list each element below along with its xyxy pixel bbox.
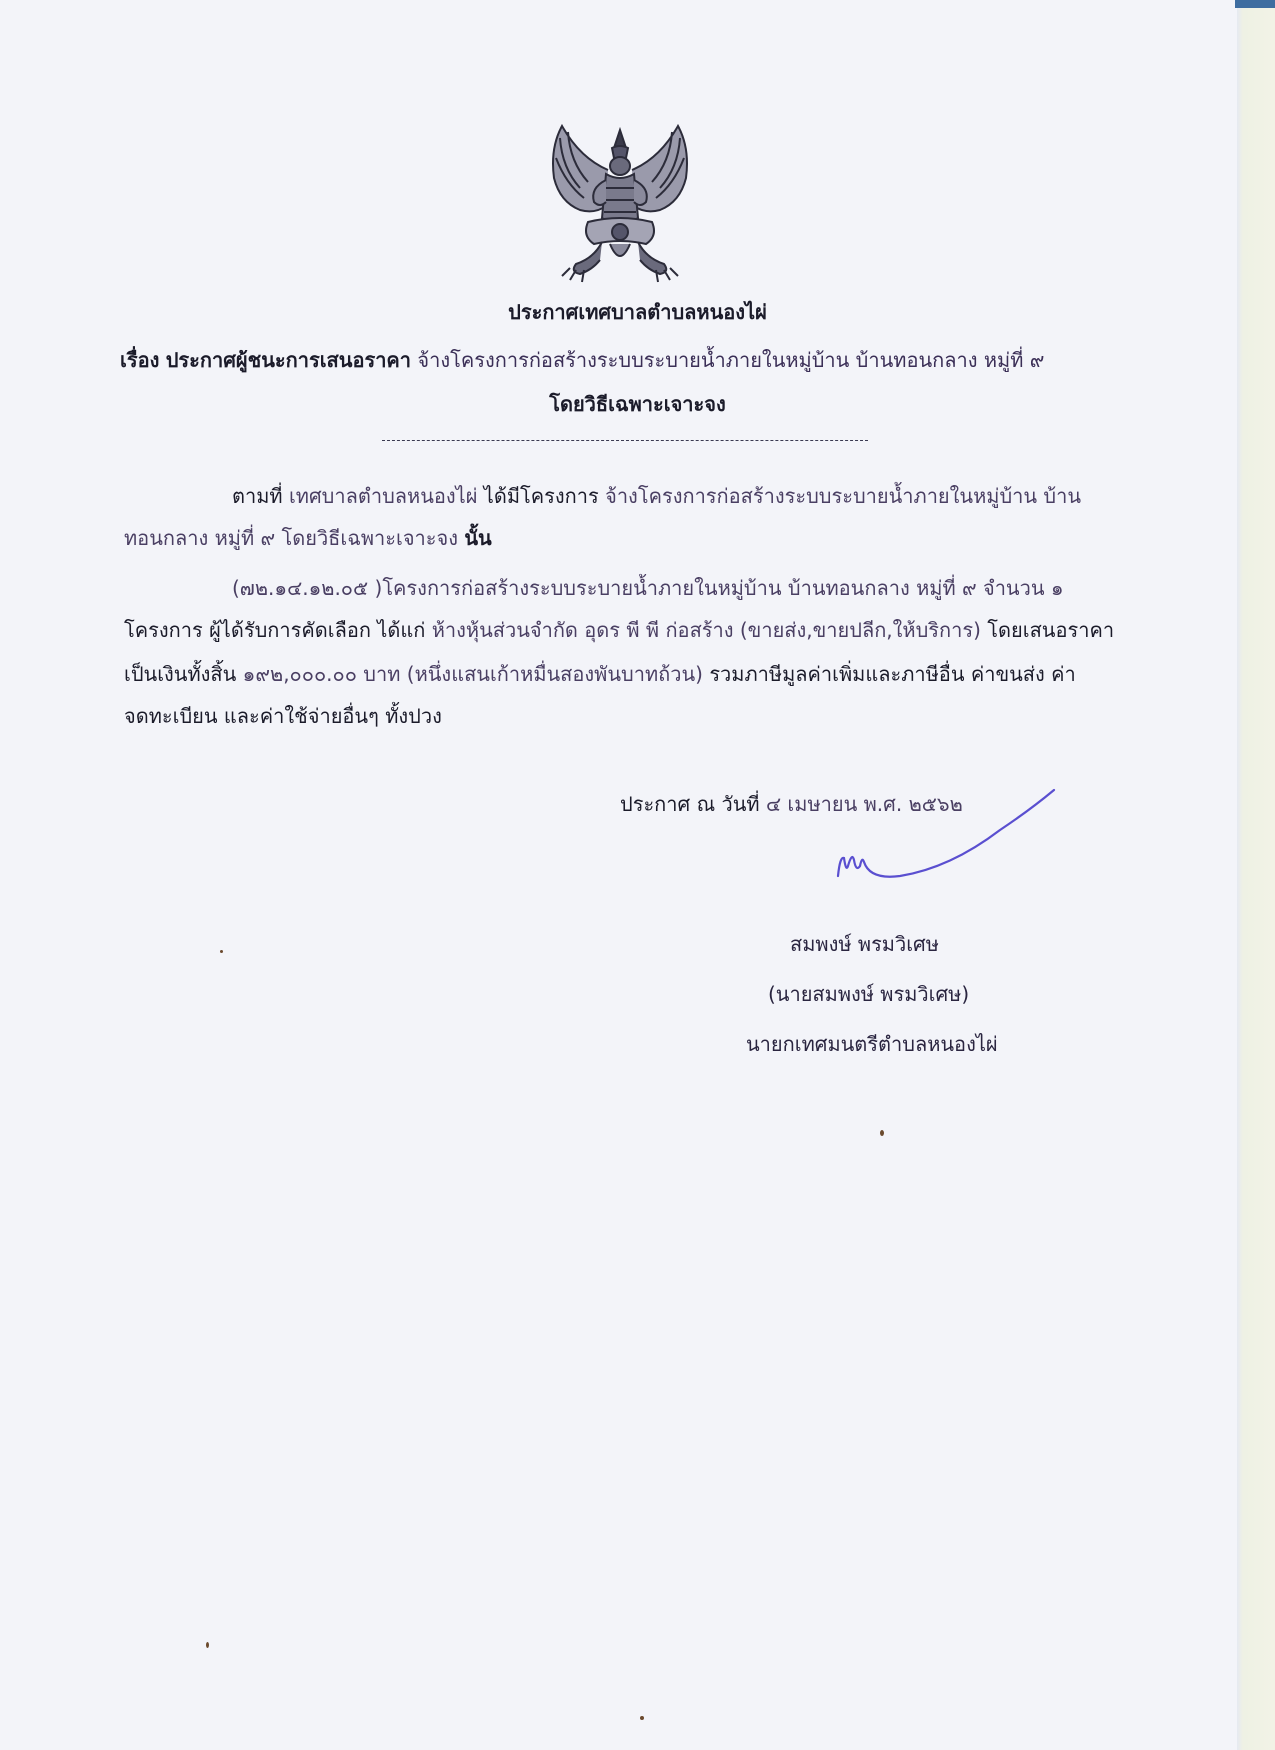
para1-line2-end: นั้น: [464, 526, 492, 550]
signer-position: นายกเทศมนตรีตำบลหนองไผ่: [746, 1032, 998, 1056]
paper-edge: [1237, 0, 1275, 1750]
para2-line2-a: โครงการ: [124, 618, 203, 642]
para2-line3-b: ๑๙๒,๐๐๐.๐๐ บาท (หนึ่งแสนเก้าหมื่นสองพันบาทถ้วน): [242, 662, 703, 686]
para2-line2: [124, 614, 1114, 646]
para2-line3: [124, 658, 1076, 690]
para2-line1: (๗๒.๑๔.๑๒.๐๕ )โครงการก่อสร้างระบบระบายน้ำภายในหมู่บ้าน บ้านทอนกลาง หมู่ที่ ๙ จำนวน ๑: [232, 576, 1064, 600]
para1-org: เทศบาลตำบลหนองไผ่: [288, 484, 478, 508]
para2-line4: จดทะเบียน และค่าใช้จ่ายอื่นๆ ทั้งปวง: [124, 704, 442, 728]
para1-mid: ได้มีโครงการ: [483, 484, 599, 508]
paper-speck: [880, 1130, 884, 1136]
handwritten-signature: [830, 780, 1060, 890]
para2-line3-c: รวมภาษีมูลค่าเพิ่มและภาษีอื่น ค่าขนส่ง ค่า: [709, 662, 1076, 686]
announcement-date-value: ๔ เมษายน พ.ศ. ๒๕๖๒: [765, 792, 963, 816]
para1-rest: จ้างโครงการก่อสร้างระบบระบายน้ำภายในหมู่บ้าน บ้าน: [605, 484, 1081, 508]
signer-name: สมพงษ์ พรมวิเศษ: [790, 932, 939, 956]
para1-line2-text: ทอนกลาง หมู่ที่ ๙ โดยวิธีเฉพาะเจาะจง: [124, 526, 459, 550]
subject-method: โดยวิธีเฉพาะเจาะจง: [549, 392, 726, 416]
para2-line2-d: โดยเสนอราคา: [987, 618, 1115, 642]
subject-heading: ประกาศผู้ชนะการเสนอราคา: [165, 348, 412, 372]
para1-line1: [232, 480, 1081, 512]
paper-edge-top: [1235, 0, 1275, 8]
paper-speck: [220, 950, 223, 953]
para2-line2-c: ห้างหุ้นส่วนจำกัด อุดร พี พี ก่อสร้าง (ขายส่ง,ขายปลีก,ให้บริการ): [431, 618, 981, 642]
para1-line2: [124, 522, 492, 554]
subject-description: จ้างโครงการก่อสร้างระบบระบายน้ำภายในหมู่บ้าน บ้านทอนกลาง หมู่ที่ ๙: [417, 348, 1045, 372]
subject-line: [120, 344, 1130, 376]
dashed-divider: [382, 440, 868, 441]
garuda-emblem-icon: [540, 118, 700, 288]
para1-lead: ตามที่: [232, 484, 283, 508]
paper-speck: [206, 1642, 209, 1648]
announcement-label: ประกาศ ณ วันที่: [620, 792, 760, 816]
signer-fullname: (นายสมพงษ์ พรมวิเศษ): [768, 982, 970, 1006]
document-title: ประกาศเทศบาลตำบลหนองไผ่: [508, 300, 767, 324]
subject-label: เรื่อง: [120, 348, 160, 372]
para2-line3-a: เป็นเงินทั้งสิ้น: [124, 662, 237, 686]
para2-line2-b: ผู้ได้รับการคัดเลือก ได้แก่: [209, 618, 426, 642]
paper-speck: [640, 1716, 644, 1720]
